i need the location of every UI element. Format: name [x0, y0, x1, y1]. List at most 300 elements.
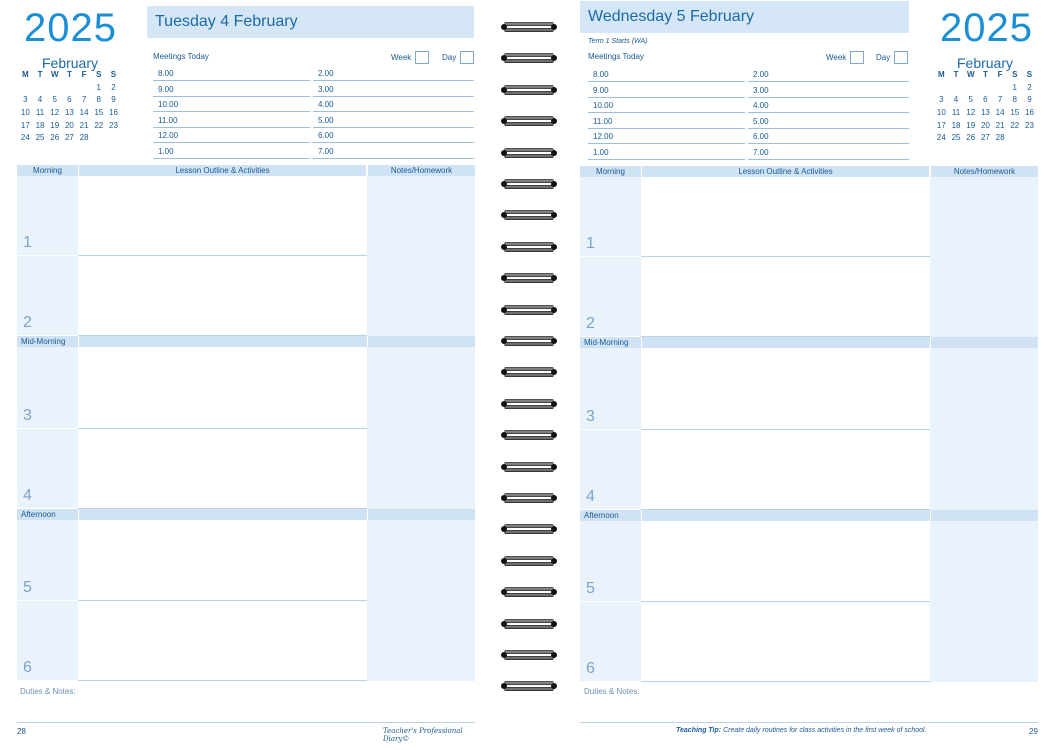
ring-hole	[551, 495, 557, 501]
ring-top	[504, 587, 554, 591]
morning-header: Morning	[17, 165, 78, 176]
ring-top	[504, 619, 554, 623]
section-divider	[641, 510, 642, 521]
ring-hole	[551, 432, 557, 438]
meeting-time-slot[interactable]: 5.00	[313, 113, 474, 128]
year-heading: 2025	[24, 6, 117, 50]
ring-top	[504, 681, 554, 685]
calendar-week-row	[934, 133, 1037, 146]
calendar-week-row	[934, 108, 1037, 121]
ring-bottom	[504, 154, 554, 158]
weekday-label: M	[22, 70, 29, 79]
spiral-ring	[504, 116, 554, 126]
meeting-time-slot[interactable]: 2.00	[748, 67, 909, 82]
spiral-ring	[504, 148, 554, 158]
period-divider	[17, 428, 78, 429]
section-label-afternoon: Afternoon	[21, 510, 56, 519]
meeting-time-slot[interactable]: 1.00	[153, 144, 310, 159]
calendar-day: 15	[94, 108, 104, 118]
ring-hole	[501, 181, 507, 187]
calendar-day: 19	[50, 120, 60, 130]
week-label: Week	[391, 53, 412, 62]
ring-hole	[551, 181, 557, 187]
calendar-day: 10	[20, 108, 30, 118]
meeting-time-slot[interactable]: 10.00	[588, 98, 745, 113]
year-heading: 2025	[940, 6, 1033, 50]
notes-column[interactable]	[930, 177, 1038, 682]
spiral-ring	[504, 650, 554, 660]
lesson-cell[interactable]	[641, 348, 930, 430]
calendar-day: 6	[983, 95, 988, 105]
period-number: 3	[23, 407, 32, 424]
ring-hole	[551, 683, 557, 689]
ring-bottom	[504, 342, 554, 346]
spiral-ring	[504, 367, 554, 377]
teaching-tip	[676, 727, 927, 734]
calendar-day: 27	[980, 133, 990, 143]
calendar-day: 24	[20, 133, 30, 143]
weekday-label: T	[953, 70, 959, 79]
calendar-day: 21	[995, 120, 1005, 130]
period-divider	[17, 680, 78, 681]
weekday-label: T	[66, 70, 72, 79]
calendar-day	[1007, 133, 1022, 146]
meeting-time-slot[interactable]: 11.00	[153, 113, 310, 128]
lesson-cell[interactable]	[78, 176, 367, 256]
ring-top	[504, 85, 554, 89]
meeting-time-slot[interactable]: 8.00	[153, 66, 310, 81]
calendar-day: 11	[35, 108, 45, 118]
ring-top	[504, 210, 554, 214]
footer-divider	[580, 722, 1038, 723]
calendar-day: 4	[37, 95, 43, 105]
ring-top	[504, 22, 554, 26]
ring-top	[504, 53, 554, 57]
ring-hole	[501, 244, 507, 250]
meeting-time-slot[interactable]: 8.00	[588, 67, 745, 82]
calendar-day: 3	[23, 95, 28, 105]
day-label: Day	[876, 53, 891, 62]
ring-top	[504, 399, 554, 403]
meeting-time-slot[interactable]: 2.00	[313, 66, 474, 81]
period-number: 4	[586, 488, 595, 505]
ring-hole	[501, 150, 507, 156]
ring-bottom	[504, 216, 554, 220]
ring-hole	[551, 244, 557, 250]
spiral-ring	[504, 305, 554, 315]
brand-footer: Teacher's Professional Diary©	[383, 727, 463, 743]
meeting-time-slot[interactable]: 6.00	[313, 128, 474, 143]
ring-bottom	[504, 499, 554, 503]
meetings-label: Meetings Today	[588, 52, 644, 61]
week-checkbox-group[interactable]	[826, 51, 864, 64]
section-divider	[367, 509, 368, 520]
spiral-ring	[504, 556, 554, 566]
period-number: 2	[586, 315, 595, 332]
weekday-label: F	[997, 70, 1003, 79]
day-label: Day	[442, 53, 457, 62]
week-label: Week	[826, 53, 847, 62]
meeting-time-slot[interactable]: 1.00	[588, 145, 745, 160]
period-number: 3	[586, 408, 595, 425]
calendar-day: 8	[96, 95, 101, 105]
weekday-label: S	[96, 70, 102, 79]
calendar-day: 15	[1010, 108, 1020, 118]
meeting-time-slot[interactable]: 12.00	[588, 129, 745, 144]
section-header-band	[580, 337, 1038, 348]
lesson-cell[interactable]	[78, 601, 367, 681]
ring-hole	[501, 652, 507, 658]
calendar-day: 19	[966, 120, 976, 130]
day-checkbox-group[interactable]	[876, 51, 908, 64]
calendar-day: 20	[980, 120, 990, 130]
lesson-cell[interactable]	[78, 347, 367, 429]
calendar-day: 4	[953, 95, 959, 105]
ring-bottom	[504, 28, 554, 32]
calendar-day	[949, 83, 964, 96]
lesson-grid	[17, 165, 475, 685]
lesson-cell[interactable]	[78, 429, 367, 509]
day-date-bar	[580, 1, 909, 33]
spiral-ring	[504, 336, 554, 346]
weekday-label: W	[966, 70, 975, 79]
section-divider	[930, 510, 931, 521]
period-number: 1	[23, 234, 32, 251]
calendar-week-row	[18, 121, 121, 134]
calendar-day: 12	[50, 108, 60, 118]
ring-bottom	[504, 687, 554, 691]
calendar-day: 11	[951, 108, 961, 118]
meeting-time-slot[interactable]: 12.00	[153, 128, 310, 143]
meeting-time-slot[interactable]: 3.00	[748, 83, 909, 98]
ring-hole	[501, 87, 507, 93]
calendar-day: 14	[79, 108, 89, 118]
calendar-day: 3	[939, 95, 944, 105]
meeting-time-slot[interactable]: 5.00	[748, 114, 909, 129]
ring-bottom	[504, 656, 554, 660]
mini-calendar-month: February	[956, 55, 1014, 71]
ring-hole	[501, 24, 507, 30]
calendar-day: 13	[980, 108, 990, 118]
ring-top	[504, 336, 554, 340]
calendar-day: 18	[951, 120, 961, 130]
ring-bottom	[504, 593, 554, 597]
calendar-day	[33, 83, 48, 96]
ring-hole	[551, 118, 557, 124]
meeting-time-slot[interactable]: 4.00	[748, 98, 909, 113]
ring-top	[504, 148, 554, 152]
calendar-week-row	[18, 83, 121, 96]
ring-hole	[551, 589, 557, 595]
ring-hole	[551, 369, 557, 375]
left-page	[0, 0, 490, 750]
spiral-ring	[504, 85, 554, 95]
period-number: 5	[586, 580, 595, 597]
section-divider	[641, 337, 642, 348]
section-divider	[367, 336, 368, 347]
weekday-label: S	[110, 70, 117, 79]
section-header-band	[17, 509, 475, 520]
calendar-day: 26	[966, 133, 976, 143]
meeting-time-slot[interactable]: 7.00	[748, 145, 909, 160]
notes-homework-header: Notes/Homework	[368, 165, 475, 176]
lesson-cell[interactable]	[641, 521, 930, 602]
calendar-day: 9	[1027, 95, 1032, 105]
period-divider	[580, 601, 641, 602]
ring-bottom	[504, 185, 554, 189]
ring-top	[504, 650, 554, 654]
ring-hole	[501, 464, 507, 470]
ring-top	[504, 493, 554, 497]
lesson-cell[interactable]	[78, 520, 367, 601]
calendar-day: 27	[64, 133, 74, 143]
mini-calendar	[934, 70, 1037, 146]
ring-top	[504, 179, 554, 183]
calendar-day	[934, 83, 949, 96]
calendar-day: 8	[1012, 95, 1017, 105]
calendar-day: 1	[1012, 82, 1017, 92]
ring-bottom	[504, 562, 554, 566]
calendar-day	[18, 83, 33, 96]
spiral-ring	[504, 524, 554, 534]
notes-column[interactable]	[367, 176, 475, 681]
meeting-time-slot[interactable]: 7.00	[313, 144, 474, 159]
calendar-day: 24	[936, 133, 946, 143]
meetings-label: Meetings Today	[153, 52, 209, 61]
ring-hole	[551, 621, 557, 627]
calendar-day: 16	[109, 108, 118, 118]
weekday-header-row	[18, 70, 121, 83]
lesson-cell[interactable]	[78, 256, 367, 336]
period-number: 1	[586, 235, 595, 252]
calendar-day: 7	[997, 95, 1003, 105]
period-number: 5	[23, 579, 32, 596]
ring-top	[504, 367, 554, 371]
calendar-day: 23	[1025, 120, 1034, 130]
ring-hole	[551, 558, 557, 564]
ring-bottom	[504, 122, 554, 126]
spiral-ring	[504, 681, 554, 691]
duties-notes-label: Duties & Notes:	[20, 687, 76, 696]
ring-hole	[501, 495, 507, 501]
ring-bottom	[504, 59, 554, 63]
ring-hole	[551, 55, 557, 61]
ring-top	[504, 242, 554, 246]
lesson-outline-header: Lesson Outline & Activities	[79, 165, 366, 176]
calendar-week-row	[18, 133, 121, 146]
spiral-ring	[504, 242, 554, 252]
spiral-ring	[504, 273, 554, 283]
ring-hole	[551, 526, 557, 532]
teaching-tip-label: Teaching Tip:	[676, 727, 722, 734]
lesson-cell[interactable]	[641, 602, 930, 682]
calendar-day: 7	[81, 95, 87, 105]
calendar-day	[963, 83, 978, 96]
ring-hole	[501, 621, 507, 627]
calendar-day: 9	[111, 95, 116, 105]
day-checkbox[interactable]	[894, 51, 908, 64]
calendar-day: 2	[111, 82, 116, 92]
footer-divider	[17, 722, 475, 723]
period-divider	[17, 600, 78, 601]
calendar-day: 10	[936, 108, 946, 118]
spiral-ring	[504, 587, 554, 597]
weekday-header-row	[934, 70, 1037, 83]
lesson-cell[interactable]	[641, 177, 930, 257]
ring-hole	[551, 307, 557, 313]
day-date: Wednesday 5 February	[588, 8, 755, 25]
section-label-mid: Mid-Morning	[584, 338, 629, 347]
ring-hole	[551, 212, 557, 218]
ring-hole	[501, 338, 507, 344]
weekday-label: F	[81, 70, 87, 79]
week-checkbox-group[interactable]	[391, 51, 429, 64]
ring-hole	[551, 652, 557, 658]
week-checkbox[interactable]	[850, 51, 864, 64]
meeting-time-slot[interactable]: 3.00	[313, 82, 474, 97]
calendar-day	[47, 83, 62, 96]
ring-bottom	[504, 405, 554, 409]
day-date: Tuesday 4 February	[155, 13, 298, 30]
calendar-day: 18	[35, 120, 45, 130]
meeting-time-slot[interactable]: 10.00	[153, 97, 310, 112]
lesson-cell[interactable]	[641, 257, 930, 337]
ring-bottom	[504, 625, 554, 629]
calendar-day	[62, 83, 77, 96]
calendar-week-row	[934, 121, 1037, 134]
meeting-time-slot[interactable]: 4.00	[313, 97, 474, 112]
ring-hole	[551, 87, 557, 93]
ring-top	[504, 116, 554, 120]
calendar-day: 17	[20, 120, 30, 130]
calendar-day: 22	[94, 120, 104, 130]
day-checkbox-group[interactable]	[442, 51, 474, 64]
ring-hole	[501, 401, 507, 407]
spiral-ring	[504, 462, 554, 472]
section-label-mid: Mid-Morning	[21, 337, 66, 346]
day-date-bar	[147, 6, 474, 38]
spiral-ring	[504, 399, 554, 409]
weekday-label: W	[50, 70, 59, 79]
term-note: Term 1 Starts (WA)	[588, 38, 648, 45]
mini-calendar	[18, 70, 121, 146]
weekday-label: S	[1026, 70, 1033, 79]
ring-bottom	[504, 248, 554, 252]
ring-top	[504, 273, 554, 277]
ring-bottom	[504, 311, 554, 315]
meeting-time-slot[interactable]: 9.00	[153, 82, 310, 97]
calendar-day: 12	[966, 108, 976, 118]
calendar-day: 22	[1010, 120, 1020, 130]
calendar-day: 2	[1027, 82, 1032, 92]
period-number: 6	[23, 659, 32, 676]
meeting-time-slot[interactable]: 11.00	[588, 114, 745, 129]
calendar-day: 21	[79, 120, 89, 130]
week-checkbox[interactable]	[415, 51, 429, 64]
ring-hole	[551, 338, 557, 344]
period-divider	[580, 429, 641, 430]
period-divider	[580, 681, 641, 682]
teaching-tip-text: Create daily routines for class activities in the first week of school.	[723, 727, 927, 734]
period-divider	[78, 680, 367, 681]
mini-calendar-month: February	[41, 55, 99, 71]
calendar-day: 16	[1025, 108, 1034, 118]
section-divider	[78, 509, 79, 520]
calendar-day: 1	[96, 82, 101, 92]
spiral-ring	[504, 493, 554, 503]
meeting-time-slot[interactable]: 6.00	[748, 129, 909, 144]
ring-top	[504, 524, 554, 528]
section-divider	[930, 337, 931, 348]
ring-bottom	[504, 436, 554, 440]
period-number: 6	[586, 660, 595, 677]
duties-notes-label: Duties & Notes:	[584, 687, 640, 696]
calendar-week-row	[18, 95, 121, 108]
lesson-cell[interactable]	[641, 430, 930, 510]
ring-top	[504, 305, 554, 309]
calendar-week-row	[934, 83, 1037, 96]
period-number: 2	[23, 314, 32, 331]
ring-hole	[501, 307, 507, 313]
day-checkbox[interactable]	[460, 51, 474, 64]
calendar-day: 14	[995, 108, 1005, 118]
notes-homework-header: Notes/Homework	[931, 166, 1038, 177]
weekday-label: T	[37, 70, 43, 79]
ring-bottom	[504, 373, 554, 377]
ring-hole	[551, 275, 557, 281]
calendar-day: 20	[64, 120, 74, 130]
spiral-ring	[504, 210, 554, 220]
calendar-day	[106, 133, 121, 146]
spiral-ring	[504, 619, 554, 629]
spiral-ring	[504, 53, 554, 63]
weekday-label: M	[938, 70, 945, 79]
ring-top	[504, 462, 554, 466]
ring-bottom	[504, 530, 554, 534]
lesson-outline-header: Lesson Outline & Activities	[642, 166, 929, 177]
calendar-day	[1022, 133, 1037, 146]
page-number: 28	[17, 727, 26, 736]
ring-hole	[551, 464, 557, 470]
section-header-band	[17, 336, 475, 347]
calendar-week-row	[934, 95, 1037, 108]
ring-top	[504, 430, 554, 434]
calendar-day: 28	[995, 133, 1005, 143]
spiral-ring	[504, 22, 554, 32]
calendar-day: 17	[936, 120, 946, 130]
period-divider	[641, 681, 930, 682]
spiral-ring	[504, 430, 554, 440]
spiral-binding	[500, 0, 558, 750]
meeting-time-slot[interactable]: 9.00	[588, 83, 745, 98]
ring-hole	[501, 558, 507, 564]
period-divider	[17, 255, 78, 256]
page-number: 29	[1029, 727, 1038, 736]
ring-bottom	[504, 279, 554, 283]
morning-header: Morning	[580, 166, 641, 177]
ring-top	[504, 556, 554, 560]
section-label-afternoon: Afternoon	[584, 511, 619, 520]
weekday-label: T	[982, 70, 988, 79]
ring-bottom	[504, 468, 554, 472]
section-divider	[78, 336, 79, 347]
period-divider	[580, 256, 641, 257]
calendar-day: 13	[64, 108, 74, 118]
ring-hole	[551, 24, 557, 30]
calendar-day: 5	[52, 95, 57, 105]
calendar-day: 26	[50, 133, 60, 143]
calendar-day	[77, 83, 92, 96]
